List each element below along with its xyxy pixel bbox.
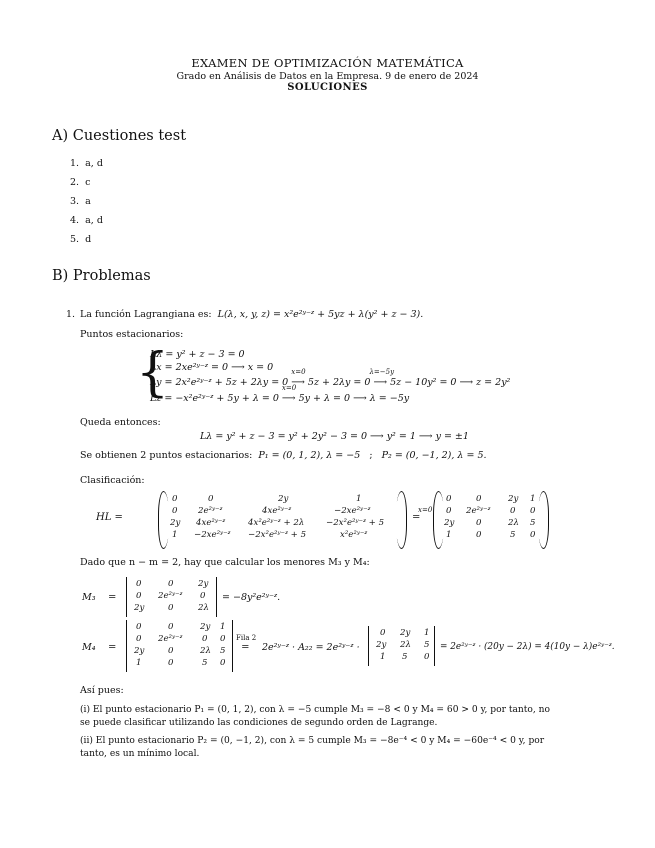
m4-label: M₄ [82, 642, 96, 653]
arrow-x0-label: x=0 [291, 368, 306, 376]
m3-cell: 0 [168, 603, 174, 613]
answer-number: 1. [70, 158, 80, 169]
m3-cell: 0 [168, 579, 174, 589]
lagrangian-line [80, 309, 423, 320]
m4-cell: 0 [168, 658, 174, 668]
answer-text: c [85, 177, 91, 188]
answer-item [70, 196, 91, 207]
m3-cell: 0 [200, 591, 206, 601]
hl-label: HL = [96, 512, 123, 523]
stationary-label: Puntos estacionarios: [80, 329, 184, 340]
m4-sub-left-bar [368, 626, 369, 666]
m4-sub-cell: 0 [380, 628, 386, 638]
hl-eval-cell: 0 [530, 506, 536, 516]
m4-sub-cell: 5 [424, 640, 430, 650]
answer-item [70, 215, 103, 226]
arrow-lambda-label: λ=−5y [369, 368, 395, 376]
m4-equals: = [108, 642, 117, 653]
hl-eval-cell: 2λ [508, 518, 519, 528]
thus-label: Así pues: [80, 685, 124, 696]
hl-cell: 1 [356, 494, 362, 504]
m4-mid: 2e²ʸ⁻ᶻ · A₂₂ = 2e²ʸ⁻ᶻ · [262, 642, 360, 653]
eq-l-x: Lx = 2xe²ʸ⁻ᶻ = 0 ⟶ x = 0 [150, 362, 274, 373]
m4-cell: 0 [168, 646, 174, 656]
solutions-heading: SOLUCIONES [287, 82, 368, 93]
m4-cell: 0 [202, 634, 208, 644]
answer-number: 2. [70, 177, 80, 188]
m3-result: = −8y²e²ʸ⁻ᶻ. [222, 592, 281, 603]
point-p1: P₁ = (0, 1, 2), λ = −5 [258, 450, 361, 461]
hl-right-paren [396, 491, 407, 549]
arrow-x0-z-label: x=0 [281, 384, 297, 392]
eq-l-z-final: 5y + λ = 0 ⟶ λ = −5y [298, 393, 410, 404]
m4-result: = 2e²ʸ⁻ᶻ · (20y − 2λ) = 4(10y − λ)e²ʸ⁻ᶻ. [440, 642, 615, 652]
remains-equation: Lλ = y² + z − 3 = y² + 2y² − 3 = 0 ⟶ y² = 1 ⟶ y = ±1 [200, 431, 469, 442]
hl-cell: 2y [170, 518, 181, 528]
conclusion-p1-line2: se puede clasificar utilizando las condiciones de segundo orden de Lagrange. [80, 718, 438, 728]
hl-eval-arrow: x=0 = [412, 506, 433, 523]
m3-cell: 2λ [198, 603, 209, 613]
m4-cell: 0 [220, 658, 226, 668]
lagrangian-intro: La función Lagrangiana es: [80, 309, 212, 320]
points-label: Se obtienen 2 puntos estacionarios: [80, 450, 253, 461]
hl-cell: 0 [172, 494, 178, 504]
exam-title: EXAMEN DE OPTIMIZACIÓN MATEMÁTICA [191, 56, 464, 70]
hl-eval-cell: 0 [476, 494, 482, 504]
hl-eval-label: x=0 [418, 506, 433, 514]
m4-sub-cell: 1 [380, 652, 386, 662]
hl-eval-cell: 2y [444, 518, 455, 528]
section-a-heading: A) Cuestiones test [52, 128, 187, 144]
answer-item [70, 177, 90, 188]
hl-eval-left-paren [433, 491, 444, 549]
eq-l-lambda: Lλ = y² + z − 3 = 0 [150, 349, 245, 360]
conclusion-p2-line2: tanto, es un mínimo local. [80, 749, 200, 759]
m4-cell: 5 [202, 658, 208, 668]
hl-cell: −2x²e²ʸ⁻ᶻ + 5 [326, 518, 385, 528]
hl-cell: 2y [278, 494, 289, 504]
points-separator: ; [369, 450, 373, 461]
hl-cell: x²e²ʸ⁻ᶻ [340, 530, 368, 540]
hl-eval-cell: 1 [530, 494, 536, 504]
point-p2: P₂ = (0, −1, 2), λ = 5. [381, 450, 487, 461]
hl-cell: 0 [208, 494, 214, 504]
m4-cell: 2e²ʸ⁻ᶻ [158, 634, 183, 644]
system-brace: { [136, 343, 170, 403]
hl-cell: 4xe²ʸ⁻ᶻ [262, 506, 292, 516]
hl-cell: −2xe²ʸ⁻ᶻ [334, 506, 371, 516]
hl-left-paren [158, 491, 169, 549]
section-b-heading: B) Problemas [52, 268, 151, 284]
hl-cell: 4xe²ʸ⁻ᶻ [196, 518, 226, 528]
answer-text: d [85, 234, 92, 245]
eq-l-y-main: Ly = 2x²e²ʸ⁻ᶻ + 5z + 2λy = 0 [150, 377, 289, 388]
m4-cell: 1 [136, 658, 142, 668]
eq-l-y [150, 368, 511, 388]
m4-cell: 0 [136, 634, 142, 644]
conclusion-p1-line1: (i) El punto estacionario P₁ = (0, 1, 2), con λ = −5 cumple M₃ = −8 < 0 y M₄ = 60 > 0 y, por tanto, no [80, 705, 550, 715]
arrow-x0-z: x=0 ⟶ [281, 384, 297, 404]
hl-cell: 1 [172, 530, 178, 540]
m4-cell: 0 [220, 634, 226, 644]
hl-eval-cell: 0 [476, 530, 482, 540]
m4-cell: 2y [134, 646, 145, 656]
answer-number: 5. [70, 234, 80, 245]
answer-item [70, 158, 103, 169]
m3-right-bar [216, 577, 217, 617]
m4-left-bar [126, 620, 127, 672]
eq-l-z-main: Lz = −x²e²ʸ⁻ᶻ + 5y + λ = 0 [150, 393, 279, 404]
m4-cell: 0 [168, 622, 174, 632]
m3-cell: 0 [136, 591, 142, 601]
m4-cell: 2λ [200, 646, 211, 656]
hl-cell: 4x²e²ʸ⁻ᶻ + 2λ [248, 518, 305, 528]
hl-eval-cell: 0 [530, 530, 536, 540]
m3-cell: 2y [198, 579, 209, 589]
m4-cell: 2y [200, 622, 211, 632]
points-line [80, 450, 487, 461]
hl-cell: 2e²ʸ⁻ᶻ [198, 506, 223, 516]
hl-eval-cell: 0 [446, 506, 452, 516]
lagrangian-formula: L(λ, x, y, z) = x²e²ʸ⁻ᶻ + 5yz + λ(y² + z − 3). [217, 309, 424, 320]
answer-text: a, d [85, 158, 103, 169]
hl-eval-right-paren [538, 491, 549, 549]
answer-number: 3. [70, 196, 80, 207]
hl-cell: −2x²e²ʸ⁻ᶻ + 5 [248, 530, 307, 540]
m4-sub-cell: 2λ [400, 640, 411, 650]
m3-cell: 2e²ʸ⁻ᶻ [158, 591, 183, 601]
arrow-x0: x=0 ⟶ [291, 368, 306, 388]
hl-cell: 0 [172, 506, 178, 516]
hl-eval-cell: 1 [446, 530, 452, 540]
arrow-lambda: λ=−5y ⟶ [369, 368, 395, 388]
m4-sub-cell: 2y [400, 628, 411, 638]
m3-cell: 2y [134, 603, 145, 613]
hl-eval-cell: 2e²ʸ⁻ᶻ [466, 506, 491, 516]
m4-sub-cell: 1 [424, 628, 430, 638]
m4-cell: 5 [220, 646, 226, 656]
hl-eval-cell: 5 [530, 518, 536, 528]
problem-number: 1. [66, 309, 76, 320]
fila-label: Fila 2 [236, 634, 257, 642]
m4-right-bar [232, 620, 233, 672]
m4-sub-cell: 0 [424, 652, 430, 662]
answer-text: a [85, 196, 91, 207]
eq-l-y-step: 5z + 2λy = 0 [307, 377, 371, 388]
m4-sub-cell: 5 [402, 652, 408, 662]
conclusion-p2-line1: (ii) El punto estacionario P₂ = (0, −1, 2), con λ = 5 cumple M₃ = −8e⁻⁴ < 0 y M₄ = −60e⁻⁴ < 0 y, por [80, 736, 545, 746]
exam-subtitle: Grado en Análisis de Datos en la Empresa. 9 de enero de 2024 [176, 71, 479, 82]
m3-left-bar [126, 577, 127, 617]
answer-number: 4. [70, 215, 80, 226]
m4-sub-cell: 2y [376, 640, 387, 650]
hl-eval-cell: 5 [510, 530, 516, 540]
hl-cell: −2xe²ʸ⁻ᶻ [194, 530, 231, 540]
hl-eval-cell: 0 [476, 518, 482, 528]
m4-cell: 0 [136, 622, 142, 632]
m3-label: M₃ [82, 592, 96, 603]
answer-item [70, 234, 91, 245]
m4-sub-right-bar [434, 626, 435, 666]
answer-text: a, d [85, 215, 103, 226]
classification-label: Clasificación: [80, 475, 145, 486]
m3-equals: = [108, 592, 117, 603]
fila-arrow: Fila 2 = [236, 634, 257, 653]
minors-text: Dado que n − m = 2, hay que calcular los menores M₃ y M₄: [80, 557, 370, 568]
hl-eval-cell: 2y [508, 494, 519, 504]
remains-label: Queda entonces: [80, 417, 161, 428]
hl-eval-cell: 0 [510, 506, 516, 516]
eq-l-z [150, 384, 410, 404]
m3-cell: 0 [136, 579, 142, 589]
hl-eval-cell: 0 [446, 494, 452, 504]
eq-l-y-final: 5z − 10y² = 0 ⟶ z = 2y² [390, 377, 511, 388]
m4-cell: 1 [220, 622, 226, 632]
